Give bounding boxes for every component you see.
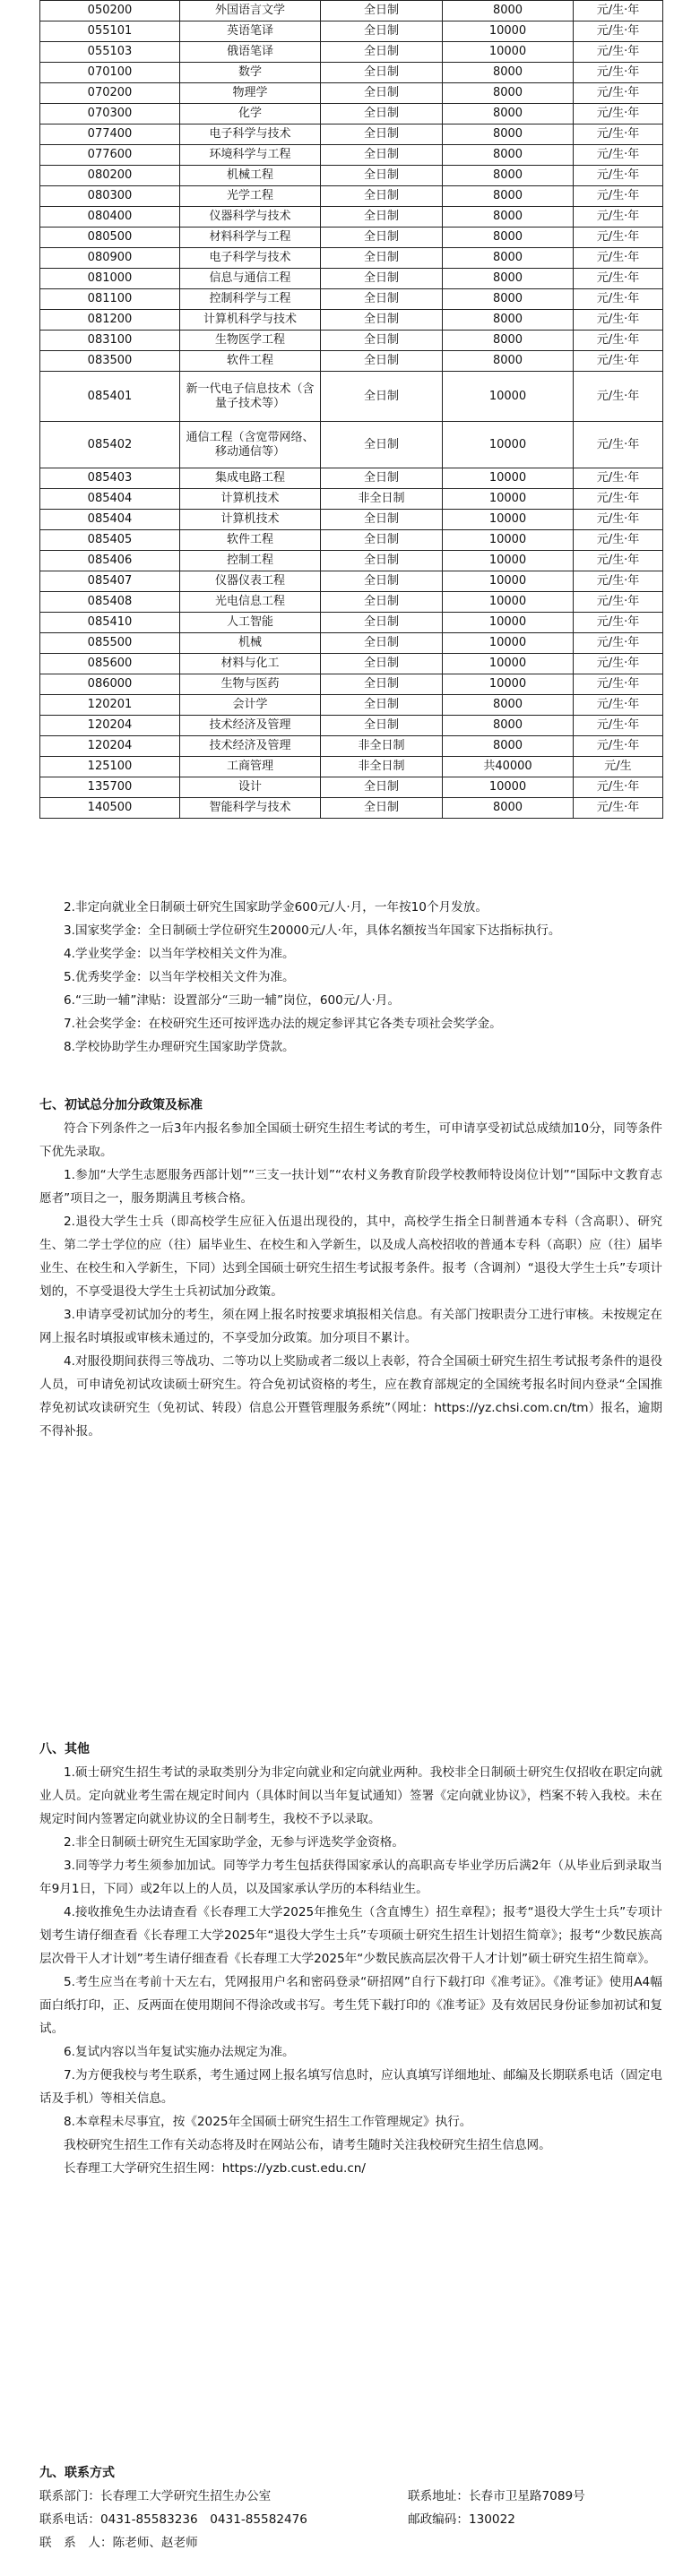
study-mode: 全日制 [321, 83, 443, 104]
tuition-unit: 元/生·年 [574, 331, 663, 351]
tuition-amount: 10000 [443, 530, 574, 551]
fee-table-row [40, 716, 663, 736]
other-item: 我校研究生招生工作有关动态将及时在网站公布，请考生随时关注我校研究生招生信息网。 [64, 2138, 551, 2152]
study-mode: 全日制 [321, 331, 443, 351]
study-mode: 全日制 [321, 186, 443, 207]
program-name: 机械 [180, 633, 321, 654]
tuition-unit: 元/生·年 [574, 571, 663, 592]
program-name: 仪器仪表工程 [180, 571, 321, 592]
study-mode: 全日制 [321, 613, 443, 633]
study-mode: 全日制 [321, 21, 443, 42]
section-other [39, 1738, 662, 2180]
study-mode: 全日制 [321, 468, 443, 489]
tuition-amount: 8000 [443, 186, 574, 207]
tuition-unit: 元/生·年 [574, 468, 663, 489]
tuition-unit: 元/生·年 [574, 592, 663, 613]
program-name: 集成电路工程 [180, 468, 321, 489]
other-item: 4.接收推免生办法请查看《长春理工大学2025年推免生（含直博生）招生章程》；报考“退役大学生士兵”专项计划考生请仔细查看《长春理工大学2025年“退役大学生士兵”专项硕士研究生招生计划招生简章》；报考“少数民族高层次骨干人才计划”考生请仔细查看《长春理工大学2025年“少数民族高层次骨干人才计划”硕士研究生招生简章》。 [39, 1905, 662, 1966]
tuition-amount: 8000 [443, 310, 574, 331]
program-code: 083500 [40, 351, 180, 372]
program-code: 085406 [40, 551, 180, 571]
tuition-amount: 8000 [443, 695, 574, 716]
fee-table-row [40, 510, 663, 530]
program-code: 080200 [40, 166, 180, 186]
other-item: 8.本章程未尽事宜，按《2025年全国硕士研究生招生工作管理规定》执行。 [64, 2115, 472, 2129]
scholarship-item: 4.学业奖学金：以当年学校相关文件为准。 [64, 947, 295, 961]
program-name: 化学 [180, 104, 321, 125]
tuition-amount: 8000 [443, 83, 574, 104]
study-mode: 全日制 [321, 145, 443, 166]
fee-table-row [40, 63, 663, 83]
other-item: 6.复试内容以当年复试实施办法规定为准。 [64, 2045, 295, 2059]
tuition-unit: 元/生·年 [574, 310, 663, 331]
other-item: 3.同等学力考生须参加加试。同等学力考生包括获得国家承认的高职高专毕业学历后满2年（从毕业后到录取当年9月1日，下同）或2年以上的人员，以及国家承认学历的本科结业生。 [39, 1859, 662, 1896]
fee-table-row [40, 551, 663, 571]
fee-table-row [40, 489, 663, 510]
study-mode: 全日制 [321, 207, 443, 228]
tuition-unit: 元/生·年 [574, 207, 663, 228]
program-name: 人工智能 [180, 613, 321, 633]
fee-table-row [40, 736, 663, 757]
tuition-unit: 元/生·年 [574, 83, 663, 104]
contact-person: 联 系 人：陈老师、赵老师 [39, 2536, 198, 2550]
study-mode: 全日制 [321, 695, 443, 716]
program-name: 控制科学与工程 [180, 289, 321, 310]
fee-table-row [40, 777, 663, 798]
program-code: 055101 [40, 21, 180, 42]
tuition-amount: 10000 [443, 674, 574, 695]
program-name: 环境科学与工程 [180, 145, 321, 166]
study-mode: 全日制 [321, 422, 443, 468]
tuition-unit: 元/生 [574, 757, 663, 777]
policy-item: 3.申请享受初试加分的考生，须在网上报名时按要求填报相关信息。有关部门按职责分工进行审核。未按规定在网上报名时填报或审核未通过的，不享受加分政策。加分项目不累计。 [39, 1308, 662, 1345]
program-code: 085404 [40, 510, 180, 530]
scholarship-item: 6.“三助一辅”津贴：设置部分“三助一辅”岗位，600元/人·月。 [64, 993, 401, 1008]
tuition-amount: 8000 [443, 269, 574, 289]
study-mode: 全日制 [321, 530, 443, 551]
tuition-unit: 元/生·年 [574, 372, 663, 422]
tuition-amount: 10000 [443, 654, 574, 674]
study-mode: 全日制 [321, 104, 443, 125]
program-code: 080900 [40, 248, 180, 269]
program-code: 080300 [40, 186, 180, 207]
fee-table-row [40, 166, 663, 186]
program-code: 080400 [40, 207, 180, 228]
program-code: 085600 [40, 654, 180, 674]
program-code: 085402 [40, 422, 180, 468]
fee-table-body [40, 1, 663, 819]
study-mode: 全日制 [321, 777, 443, 798]
study-mode: 全日制 [321, 372, 443, 422]
tuition-unit: 元/生·年 [574, 351, 663, 372]
tuition-amount: 10000 [443, 551, 574, 571]
study-mode: 全日制 [321, 248, 443, 269]
program-code: 085500 [40, 633, 180, 654]
tuition-amount: 8000 [443, 125, 574, 145]
tuition-unit: 元/生·年 [574, 716, 663, 736]
tuition-amount: 8000 [443, 104, 574, 125]
program-name: 英语笔译 [180, 21, 321, 42]
program-code: 081100 [40, 289, 180, 310]
program-name: 电子科学与技术 [180, 125, 321, 145]
study-mode: 全日制 [321, 63, 443, 83]
tuition-unit: 元/生·年 [574, 269, 663, 289]
program-name: 仪器科学与技术 [180, 207, 321, 228]
program-code: 120201 [40, 695, 180, 716]
section-intro: 符合下列条件之一后3年内报名参加全国硕士研究生招生考试的考生，可申请享受初试总成绩加10分，同等条件下优先录取。 [39, 1121, 662, 1159]
tuition-amount: 8000 [443, 63, 574, 83]
program-code: 085408 [40, 592, 180, 613]
program-code: 070200 [40, 83, 180, 104]
fee-table-row [40, 269, 663, 289]
program-name: 会计学 [180, 695, 321, 716]
program-code: 070100 [40, 63, 180, 83]
policy-item: 1.参加“大学生志愿服务西部计划”“三支一扶计划”“农村义务教育阶段学校教师特设岗位计划”“国际中文教育志愿者”项目之一，服务期满且考核合格。 [39, 1168, 662, 1206]
other-item: 2.非全日制硕士研究生无国家助学金，无参与评选奖学金资格。 [64, 1835, 404, 1850]
program-name: 电子科学与技术 [180, 248, 321, 269]
contact-phone: 联系电话：0431-85583236 0431-85582476 [39, 2512, 307, 2527]
program-name: 光电信息工程 [180, 592, 321, 613]
program-name: 设计 [180, 777, 321, 798]
tuition-amount: 10000 [443, 592, 574, 613]
tuition-unit: 元/生·年 [574, 613, 663, 633]
program-name: 生物医学工程 [180, 331, 321, 351]
tuition-amount: 8000 [443, 207, 574, 228]
program-name: 材料与化工 [180, 654, 321, 674]
tuition-amount: 8000 [443, 145, 574, 166]
section-bonus-policy [39, 1094, 662, 1443]
fee-table-row [40, 42, 663, 63]
tuition-amount: 8000 [443, 248, 574, 269]
tuition-amount: 8000 [443, 228, 574, 248]
fee-table-row [40, 186, 663, 207]
program-name: 机械工程 [180, 166, 321, 186]
tuition-unit: 元/生·年 [574, 21, 663, 42]
study-mode: 全日制 [321, 289, 443, 310]
program-name: 软件工程 [180, 530, 321, 551]
contact-postcode: 邮政编码：130022 [408, 2512, 515, 2527]
program-name: 光学工程 [180, 186, 321, 207]
study-mode: 全日制 [321, 1, 443, 21]
tuition-unit: 元/生·年 [574, 551, 663, 571]
fee-table-row [40, 145, 663, 166]
program-code: 081200 [40, 310, 180, 331]
fee-table-row [40, 798, 663, 819]
study-mode: 非全日制 [321, 736, 443, 757]
other-item: 7.为方便我校与考生联系，考生通过网上报名填写信息时，应认真填写详细地址、邮编及长期联系电话（固定电话及手机）等相关信息。 [39, 2068, 662, 2106]
study-mode: 全日制 [321, 633, 443, 654]
program-code: 120204 [40, 736, 180, 757]
fee-table-row [40, 654, 663, 674]
study-mode: 全日制 [321, 551, 443, 571]
study-mode: 全日制 [321, 166, 443, 186]
tuition-unit: 元/生·年 [574, 422, 663, 468]
fee-table-row [40, 674, 663, 695]
program-name: 通信工程（含宽带网络、移动通信等） [180, 422, 321, 468]
scholarship-item: 2.非定向就业全日制硕士研究生国家助学金600元/人·月，一年按10个月发放。 [64, 900, 488, 914]
program-name: 新一代电子信息技术（含量子技术等） [180, 372, 321, 422]
fee-table-row [40, 571, 663, 592]
fee-table-row [40, 695, 663, 716]
fee-table-row [40, 372, 663, 422]
fee-table-row [40, 104, 663, 125]
program-name: 软件工程 [180, 351, 321, 372]
fee-table-row [40, 757, 663, 777]
fee-table-row [40, 83, 663, 104]
fee-table-row [40, 592, 663, 613]
fee-table-row [40, 248, 663, 269]
tuition-unit: 元/生·年 [574, 633, 663, 654]
study-mode: 全日制 [321, 592, 443, 613]
study-mode: 全日制 [321, 125, 443, 145]
contact-address: 联系地址：长春市卫星路7089号 [408, 2489, 585, 2503]
fee-table-row [40, 633, 663, 654]
program-name: 智能科学与技术 [180, 798, 321, 819]
tuition-amount: 8000 [443, 736, 574, 757]
fee-table-row [40, 228, 663, 248]
program-code: 120204 [40, 716, 180, 736]
tuition-unit: 元/生·年 [574, 674, 663, 695]
study-mode: 全日制 [321, 674, 443, 695]
fee-table-row [40, 125, 663, 145]
tuition-amount: 10000 [443, 372, 574, 422]
program-name: 俄语笔译 [180, 42, 321, 63]
tuition-unit: 元/生·年 [574, 1, 663, 21]
policy-item: 2.退役大学生士兵（即高校学生应征入伍退出现役的，其中，高校学生指全日制普通本专科（含高职）、研究生、第二学士学位的应（往）届毕业生、在校生和入学新生，以及成人高校招收的普通本专科（高职）应（往）届毕业生、在校生和入学新生，下同）达到全国硕士研究生招生考试报考条件。报考（含调剂）“退役大学生士兵”专项计划的，不享受退役大学生士兵初试加分政策。 [39, 1215, 662, 1299]
tuition-amount: 10000 [443, 633, 574, 654]
section-heading: 八、其他 [39, 1742, 90, 1756]
program-code: 085403 [40, 468, 180, 489]
study-mode: 全日制 [321, 654, 443, 674]
tuition-amount: 8000 [443, 331, 574, 351]
fee-table-row [40, 21, 663, 42]
fee-table-row [40, 613, 663, 633]
program-code: 085404 [40, 489, 180, 510]
study-mode: 全日制 [321, 42, 443, 63]
study-mode: 全日制 [321, 798, 443, 819]
tuition-amount: 10000 [443, 613, 574, 633]
program-name: 计算机技术 [180, 489, 321, 510]
tuition-unit: 元/生·年 [574, 228, 663, 248]
tuition-unit: 元/生·年 [574, 125, 663, 145]
tuition-unit: 元/生·年 [574, 289, 663, 310]
tuition-unit: 元/生·年 [574, 489, 663, 510]
program-name: 材料科学与工程 [180, 228, 321, 248]
tuition-unit: 元/生·年 [574, 248, 663, 269]
program-name: 外国语言文学 [180, 1, 321, 21]
study-mode: 全日制 [321, 351, 443, 372]
tuition-unit: 元/生·年 [574, 798, 663, 819]
tuition-amount: 8000 [443, 798, 574, 819]
program-code: 085401 [40, 372, 180, 422]
tuition-amount: 8000 [443, 351, 574, 372]
program-name: 控制工程 [180, 551, 321, 571]
other-item: 1.硕士研究生招生考试的录取类别分为非定向就业和定向就业两种。我校非全日制硕士研究生仅招收在职定向就业人员。定向就业考生需在规定时间内（具体时间以当年复试通知）签署《定向就业协议》，档案不转入我校。未在规定时间内签署定向就业协议的全日制考生，我校不予以录取。 [39, 1765, 662, 1826]
study-mode: 全日制 [321, 510, 443, 530]
tuition-amount: 10000 [443, 489, 574, 510]
tuition-amount: 10000 [443, 21, 574, 42]
tuition-unit: 元/生·年 [574, 695, 663, 716]
study-mode: 非全日制 [321, 757, 443, 777]
program-name: 计算机科学与技术 [180, 310, 321, 331]
program-code: 140500 [40, 798, 180, 819]
program-name: 生物与医药 [180, 674, 321, 695]
program-code: 083100 [40, 331, 180, 351]
program-code: 086000 [40, 674, 180, 695]
contact-dept: 联系部门：长春理工大学研究生招生办公室 [39, 2489, 272, 2503]
fee-table-row [40, 422, 663, 468]
tuition-amount: 10000 [443, 422, 574, 468]
study-mode: 全日制 [321, 228, 443, 248]
section-heading: 七、初试总分加分政策及标准 [39, 1098, 203, 1112]
program-code: 081000 [40, 269, 180, 289]
study-mode: 非全日制 [321, 489, 443, 510]
scholarship-item: 5.优秀奖学金：以当年学校相关文件为准。 [64, 970, 295, 984]
program-name: 技术经济及管理 [180, 736, 321, 757]
tuition-amount: 8000 [443, 289, 574, 310]
fee-table-row [40, 1, 663, 21]
tuition-unit: 元/生·年 [574, 145, 663, 166]
program-code: 055103 [40, 42, 180, 63]
tuition-unit: 元/生·年 [574, 42, 663, 63]
program-code: 125100 [40, 757, 180, 777]
fee-table-row [40, 331, 663, 351]
fee-table-row [40, 207, 663, 228]
study-mode: 全日制 [321, 310, 443, 331]
fee-table-row [40, 310, 663, 331]
program-name: 工商管理 [180, 757, 321, 777]
tuition-unit: 元/生·年 [574, 654, 663, 674]
fee-table-row [40, 351, 663, 372]
study-mode: 全日制 [321, 571, 443, 592]
program-name: 数学 [180, 63, 321, 83]
tuition-amount: 10000 [443, 510, 574, 530]
program-code: 077600 [40, 145, 180, 166]
tuition-unit: 元/生·年 [574, 186, 663, 207]
tuition-unit: 元/生·年 [574, 104, 663, 125]
program-code: 070300 [40, 104, 180, 125]
program-name: 技术经济及管理 [180, 716, 321, 736]
study-mode: 全日制 [321, 269, 443, 289]
scholarship-item: 3.国家奖学金：全日制硕士学位研究生20000元/人·年，具体名额按当年国家下达指标执行。 [64, 923, 561, 938]
tuition-amount: 10000 [443, 777, 574, 798]
fee-table [39, 0, 663, 819]
tuition-amount: 8000 [443, 716, 574, 736]
program-code: 085405 [40, 530, 180, 551]
scholarship-item: 7.社会奖学金：在校研究生还可按评选办法的规定参评其它各类专项社会奖学金。 [64, 1017, 502, 1031]
tuition-unit: 元/生·年 [574, 530, 663, 551]
tuition-unit: 元/生·年 [574, 510, 663, 530]
tuition-amount: 8000 [443, 1, 574, 21]
tuition-amount: 共40000 [443, 757, 574, 777]
program-name: 信息与通信工程 [180, 269, 321, 289]
website-link[interactable]: 长春理工大学研究生招生网：https://yzb.cust.edu.cn/ [64, 2161, 366, 2176]
tuition-unit: 元/生·年 [574, 63, 663, 83]
fee-table-row [40, 530, 663, 551]
policy-item: 4.对服役期间获得三等战功、二等功以上奖励或者二级以上表彰，符合全国硕士研究生招生考试报考条件的退役人员，可申请免初试攻读硕士研究生。符合免初试资格的考生，应在教育部规定的全国统考报名时间内登录“全国推荐免初试攻读研究生（免初试、转段）信息公开暨管理服务系统”（网址：https://yz.chsi.com.cn/tm）报名，逾期不得补报。 [39, 1354, 662, 1438]
scholarship-list [39, 896, 662, 1059]
program-name: 计算机技术 [180, 510, 321, 530]
fee-table-row [40, 468, 663, 489]
program-name: 物理学 [180, 83, 321, 104]
fee-table-row [40, 289, 663, 310]
other-item: 5.考生应当在考前十天左右，凭网报用户名和密码登录“研招网”自行下载打印《准考证》。《准考证》使用A4幅面白纸打印，正、反两面在使用期间不得涂改或书写。考生凭下载打印的《准考证》及有效居民身份证参加初试和复试。 [39, 1975, 662, 2036]
tuition-amount: 10000 [443, 42, 574, 63]
tuition-amount: 8000 [443, 166, 574, 186]
program-code: 135700 [40, 777, 180, 798]
program-code: 085407 [40, 571, 180, 592]
scholarship-item: 8.学校协助学生办理研究生国家助学贷款。 [64, 1040, 295, 1054]
tuition-unit: 元/生·年 [574, 777, 663, 798]
tuition-unit: 元/生·年 [574, 736, 663, 757]
tuition-unit: 元/生·年 [574, 166, 663, 186]
study-mode: 全日制 [321, 716, 443, 736]
tuition-amount: 10000 [443, 571, 574, 592]
program-code: 080500 [40, 228, 180, 248]
section-heading-contact: 九、联系方式 [39, 2466, 115, 2480]
program-code: 085410 [40, 613, 180, 633]
program-code: 050200 [40, 1, 180, 21]
program-code: 077400 [40, 125, 180, 145]
tuition-amount: 10000 [443, 468, 574, 489]
